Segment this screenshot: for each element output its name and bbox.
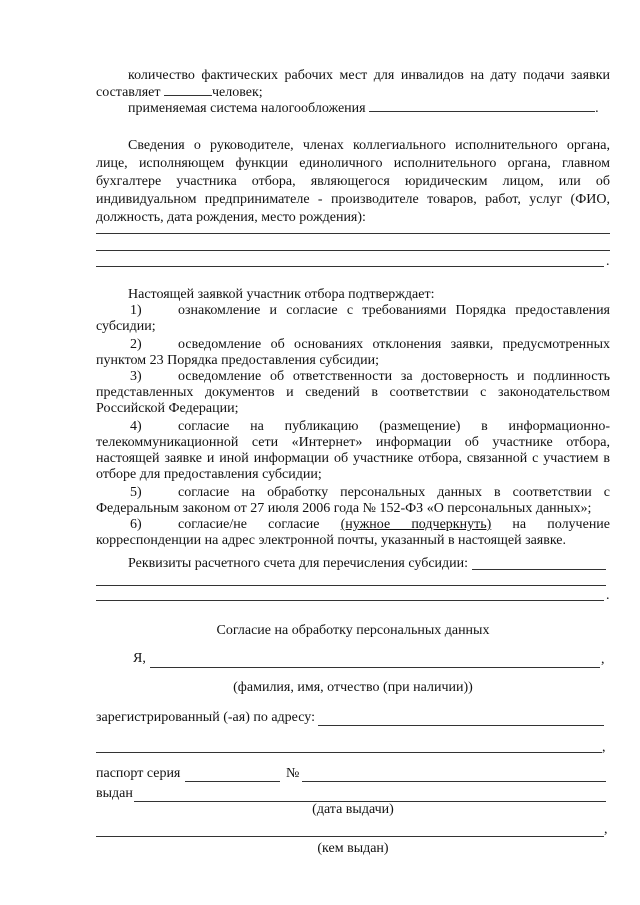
text: составляет	[96, 85, 161, 100]
text: согласие на публикацию (размещение) в информационно-	[178, 419, 610, 434]
address-end-comma: ,	[602, 740, 606, 755]
fio-input[interactable]	[150, 651, 600, 668]
confirm-intro: Настоящей заявкой участник отбора подтверждает:	[128, 287, 435, 302]
workplaces-line: количество фактических рабочих мест для инвалидов на дату подачи заявки	[128, 68, 610, 83]
confirm-item-4-cont2: настоящей заявке и иной информации об участнике отбора, связанной с участием в	[96, 451, 610, 466]
bank-label: Реквизиты расчетного счета для перечисления субсидии:	[128, 556, 469, 571]
text: .	[595, 101, 599, 116]
text: осведомление об ответственности за достоверность и подлинность	[178, 369, 610, 384]
passport-series-input[interactable]	[185, 765, 280, 782]
item-number: 5)	[130, 485, 142, 500]
fio-caption: (фамилия, имя, отчество (при наличии))	[233, 680, 473, 695]
bank-blank-2[interactable]	[96, 600, 604, 601]
consent-title: Согласие на обработку персональных данных	[216, 623, 490, 638]
item-number: 2)	[130, 337, 142, 352]
confirm-item-2	[96, 336, 610, 353]
confirm-item-3-cont2: Российской Федерации;	[96, 401, 239, 416]
address-input-2[interactable]	[96, 736, 602, 753]
text: согласие/не согласие	[178, 517, 320, 532]
issued-by-input[interactable]	[96, 820, 604, 837]
leaders-line-2: лице, исполняющем функции единоличного исполнительного органа, главном	[96, 156, 610, 171]
item-number: 1)	[130, 303, 142, 318]
leaders-line-1: Сведения о руководителе, членах коллегиального исполнительного органа,	[128, 138, 610, 153]
tax-system-line	[128, 99, 640, 117]
text: ознакомление и согласие с требованиями Порядка предоставления	[178, 303, 610, 318]
passport-number-label: №	[286, 766, 300, 781]
leaders-blank-1[interactable]	[96, 233, 610, 234]
confirm-item-5-cont: Федеральным законом от 27 июля 2006 года № 152-ФЗ «О персональных данных»;	[96, 501, 592, 516]
text: человек;	[211, 85, 263, 100]
confirm-item-4	[96, 418, 610, 435]
issued-date-caption: (дата выдачи)	[312, 802, 394, 817]
confirm-item-1-cont: субсидии;	[96, 319, 156, 334]
leaders-line-3: бухгалтере участника отбора, являющегося юридическим лицом, или об	[96, 174, 610, 189]
leaders-end-dot: .	[606, 254, 610, 269]
address-input[interactable]	[318, 709, 604, 726]
leaders-blank-3[interactable]	[96, 266, 604, 267]
fio-end-comma: ,	[601, 652, 605, 667]
text: применяемая система налогообложения	[128, 101, 366, 116]
confirm-item-2-cont: пунктом 23 Порядка предоставления субсидии;	[96, 353, 380, 368]
confirm-item-5	[96, 484, 610, 501]
ya-label: Я,	[133, 651, 146, 666]
bank-blank-1[interactable]	[96, 585, 606, 586]
leaders-line-5: должность, дата рождения, место рождения):	[96, 210, 366, 225]
bank-end-dot: .	[606, 588, 610, 603]
confirm-item-4-cont3: отборе для предоставления субсидии;	[96, 467, 322, 482]
issued-date-input[interactable]	[134, 785, 606, 802]
issued-by-caption: (кем выдан)	[317, 841, 389, 856]
passport-number-input[interactable]	[302, 765, 606, 782]
issued-label: выдан	[96, 786, 133, 801]
confirm-item-4-cont: телекоммуникационной сети «Интернет» информации об участнике отбора,	[96, 435, 610, 450]
issued-by-end-comma: ,	[604, 822, 608, 837]
confirm-item-6-cont: корреспонденции на адрес электронной почты, указанный в настоящей заявке.	[96, 533, 567, 548]
passport-series-label: паспорт серия	[96, 766, 181, 781]
item-number: 4)	[130, 419, 142, 434]
text: на получение	[512, 517, 611, 532]
item-number: 6)	[130, 517, 142, 532]
underlined-choice-hint: (нужное подчеркнуть)	[340, 517, 492, 532]
bank-blank-inline[interactable]	[472, 569, 606, 570]
tax-system-blank[interactable]	[369, 99, 595, 112]
confirm-item-1	[96, 302, 610, 319]
confirm-item-6	[96, 516, 610, 533]
text: осведомление об основаниях отклонения заявки, предусмотренных	[178, 337, 610, 352]
text: согласие на обработку персональных данных в соответствии с	[178, 485, 610, 500]
leaders-blank-2[interactable]	[96, 250, 610, 251]
confirm-item-3-cont: представленных документов и сведений в соответствии с законодательством	[96, 385, 610, 400]
workplaces-count-blank[interactable]	[164, 83, 212, 96]
confirm-item-3	[96, 368, 610, 385]
address-label: зарегистрированный (-ая) по адресу:	[96, 710, 315, 725]
item-number: 3)	[130, 369, 142, 384]
leaders-line-4: индивидуальном предпринимателе - производителе товаров, работ, услуг (ФИО,	[96, 192, 610, 207]
